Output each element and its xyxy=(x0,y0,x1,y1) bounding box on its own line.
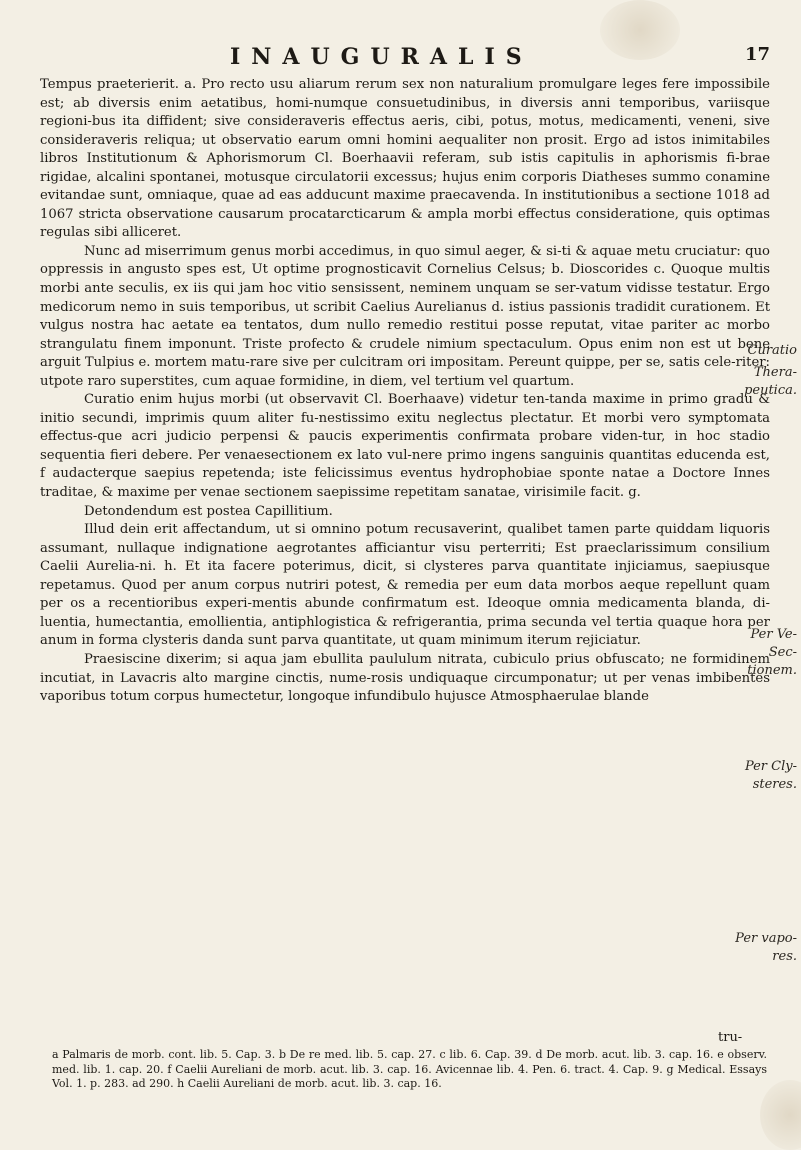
margin-note: tionem. xyxy=(747,663,797,678)
margin-note: steres. xyxy=(752,777,797,792)
paragraph: Detondendum est postea Capillitium. xyxy=(84,503,333,519)
margin-note: Sec- xyxy=(768,645,797,660)
paragraph: Nunc ad miserrimum genus morbi accedimus, in quo simul aeger, & si-ti & aquae metu cruciatur: quo oppressis in angusto spes est, Ut optime prognosticavit Cornelius Celsus; b. Dioscorides c. Quoque multis morbi ante seculis, ex iis qui jam hoc vitio sensissent, neminem unquam se ser-vatum vidisse testatur. Ergo medicorum nemo in suis temporibus, ut scribit Caelius Aurelianus d. istius passionis tradidit curationem. Et vulgus nostra hac aetate ea tentatos, dum nullo remedio restitui posse reputat, vitae pariter ac morbo strangulatu finem imponunt. Triste profecto & crudele nimium spectaculum. Opus enim non est ut bene arguit Tulpius e. mortem matu-rare sive per culcitram ori impositam. Pereunt quippe, per se, satis cele-riter: utpote raro superstites, cum aquae formidine, in diem, vel tertium vel quartum. xyxy=(40,243,770,389)
margin-note: Per Ve- xyxy=(750,627,797,642)
paragraph: Curatio enim hujus morbi (ut observavit Cl. Boerhaave) videtur ten-tanda maxime in primo gradu & initio secundi, imprimis quum aliter fu-nestissimo exitu neglectus plectatur. Et morbi vero symptomata effectus-que acri judicio perpensi & paucis experimentis confirmata probare viden-tur, in hoc stadio sequentia fieri debere. Per venaesectionem ex lato vul-nere primo ingens sanguinis quantitas educenda est, f audacterque saepius repetenda; iste felicissimus eventus hydrophobiae sponte natae a Doctore Innes traditae, & maxime per venae sectionem saepissime repetitam sanatae, virisimile facit. g. xyxy=(40,392,770,501)
running-title: INAUGURALIS xyxy=(230,44,533,70)
margin-note: Curatio xyxy=(747,343,797,358)
margin-note: Per vapo- xyxy=(735,931,797,946)
margin-note: Per Cly- xyxy=(744,759,797,774)
main-text xyxy=(40,76,770,707)
footnotes xyxy=(52,1048,767,1092)
margin-note: peutica. xyxy=(744,383,797,398)
catchword: tru- xyxy=(718,1030,743,1045)
margin-note: Thera- xyxy=(753,365,797,380)
margin-note: res. xyxy=(772,949,797,964)
paragraph: Illud dein erit affectandum, ut si omnino potum recusaverint, qualibet tamen parte quiddam liquoris assumant, nullaque indignatione aegrotantes afficiantur visu perterriti; Est praeclarissimum consilium Caelii Aurelia-ni. h. Et ita facere poterimus, dicit, si clysteres parva quantitate injiciamus, saepiusque repetamus. Quod per anum corpus nutriri potest, & remedia per eum data morbos aeque repellunt quam per os a recentioribus experi-mentis abunde confirmatum est. Ideoque omnia medicamenta blanda, di-luentia, humectantia, emollientia, antiphlogistica & refrigerantia, prima secunda vel tertia quaque hora per anum in forma clysteris danda sunt parva quantitate, ut quam minimum iterum rejiciatur. xyxy=(40,522,770,649)
paragraph: Tempus praeterierit. a. Pro recto usu aliarum rerum sex non naturalium promulgare leges fere impossibile est; ab diversis enim aetatibus, homi-numque consuetudinibus, in diversis anni temporibus, variisque regioni-bus ita diffident; sive consideraveris effectus aeris, cibi, potus, motus, medicamenti, veneni, sive consideraveris reliqua; ut observatio earum omni homini aequaliter non prosit. Ergo ad istos inimitabiles libros Institutionum & Aphorismorum Cl. Boerhaavii referam, sub istis capitulis in aphorismis fi-brae rigidae, alcalini spontanei, motusque circulatorii excessus; hujus enim corporis Diatheses summo conamine evitandae sunt, omniaque, quae ad eas adducunt maxime praecavenda. In institutionibus a sectione 1018 ad 1067 stricta observatione causarum procatarcticarum & ampla morbi effectus consideratione, quis optimas regulas sibi alliceret. xyxy=(40,77,770,241)
page-number: 17 xyxy=(745,44,771,65)
footnote: a Palmaris de morb. cont. lib. 5. Cap. 3. b De re med. lib. 5. cap. 27. c lib. 6. Cap. 39. d De morb. acut. lib. 3. cap. 16. e observ. med. lib. 1. cap. 20. f Caelii Aureliani de morb. acut. lib. 3. cap. 16. Avicennae lib. 4. Pen. 6. tract. 4. Cap. 9. g Medical. Essays Vol. 1. p. 283. ad 290. h Caelii Aureliani de morb. acut. lib. 3. cap. 16. xyxy=(52,1048,767,1090)
paragraph: Praesiscine dixerim; si aqua jam ebullita paululum nitrata, cubiculo prius obfuscato; ne formidinem incutiat, in Lavacris alto margine cinctis, nume-rosis undiquaque circumponatur; ut per venas imbibentes vaporibus totum corpus humectetur, longoque infundibulo hujusce Atmosphaerulae blande xyxy=(40,651,770,705)
